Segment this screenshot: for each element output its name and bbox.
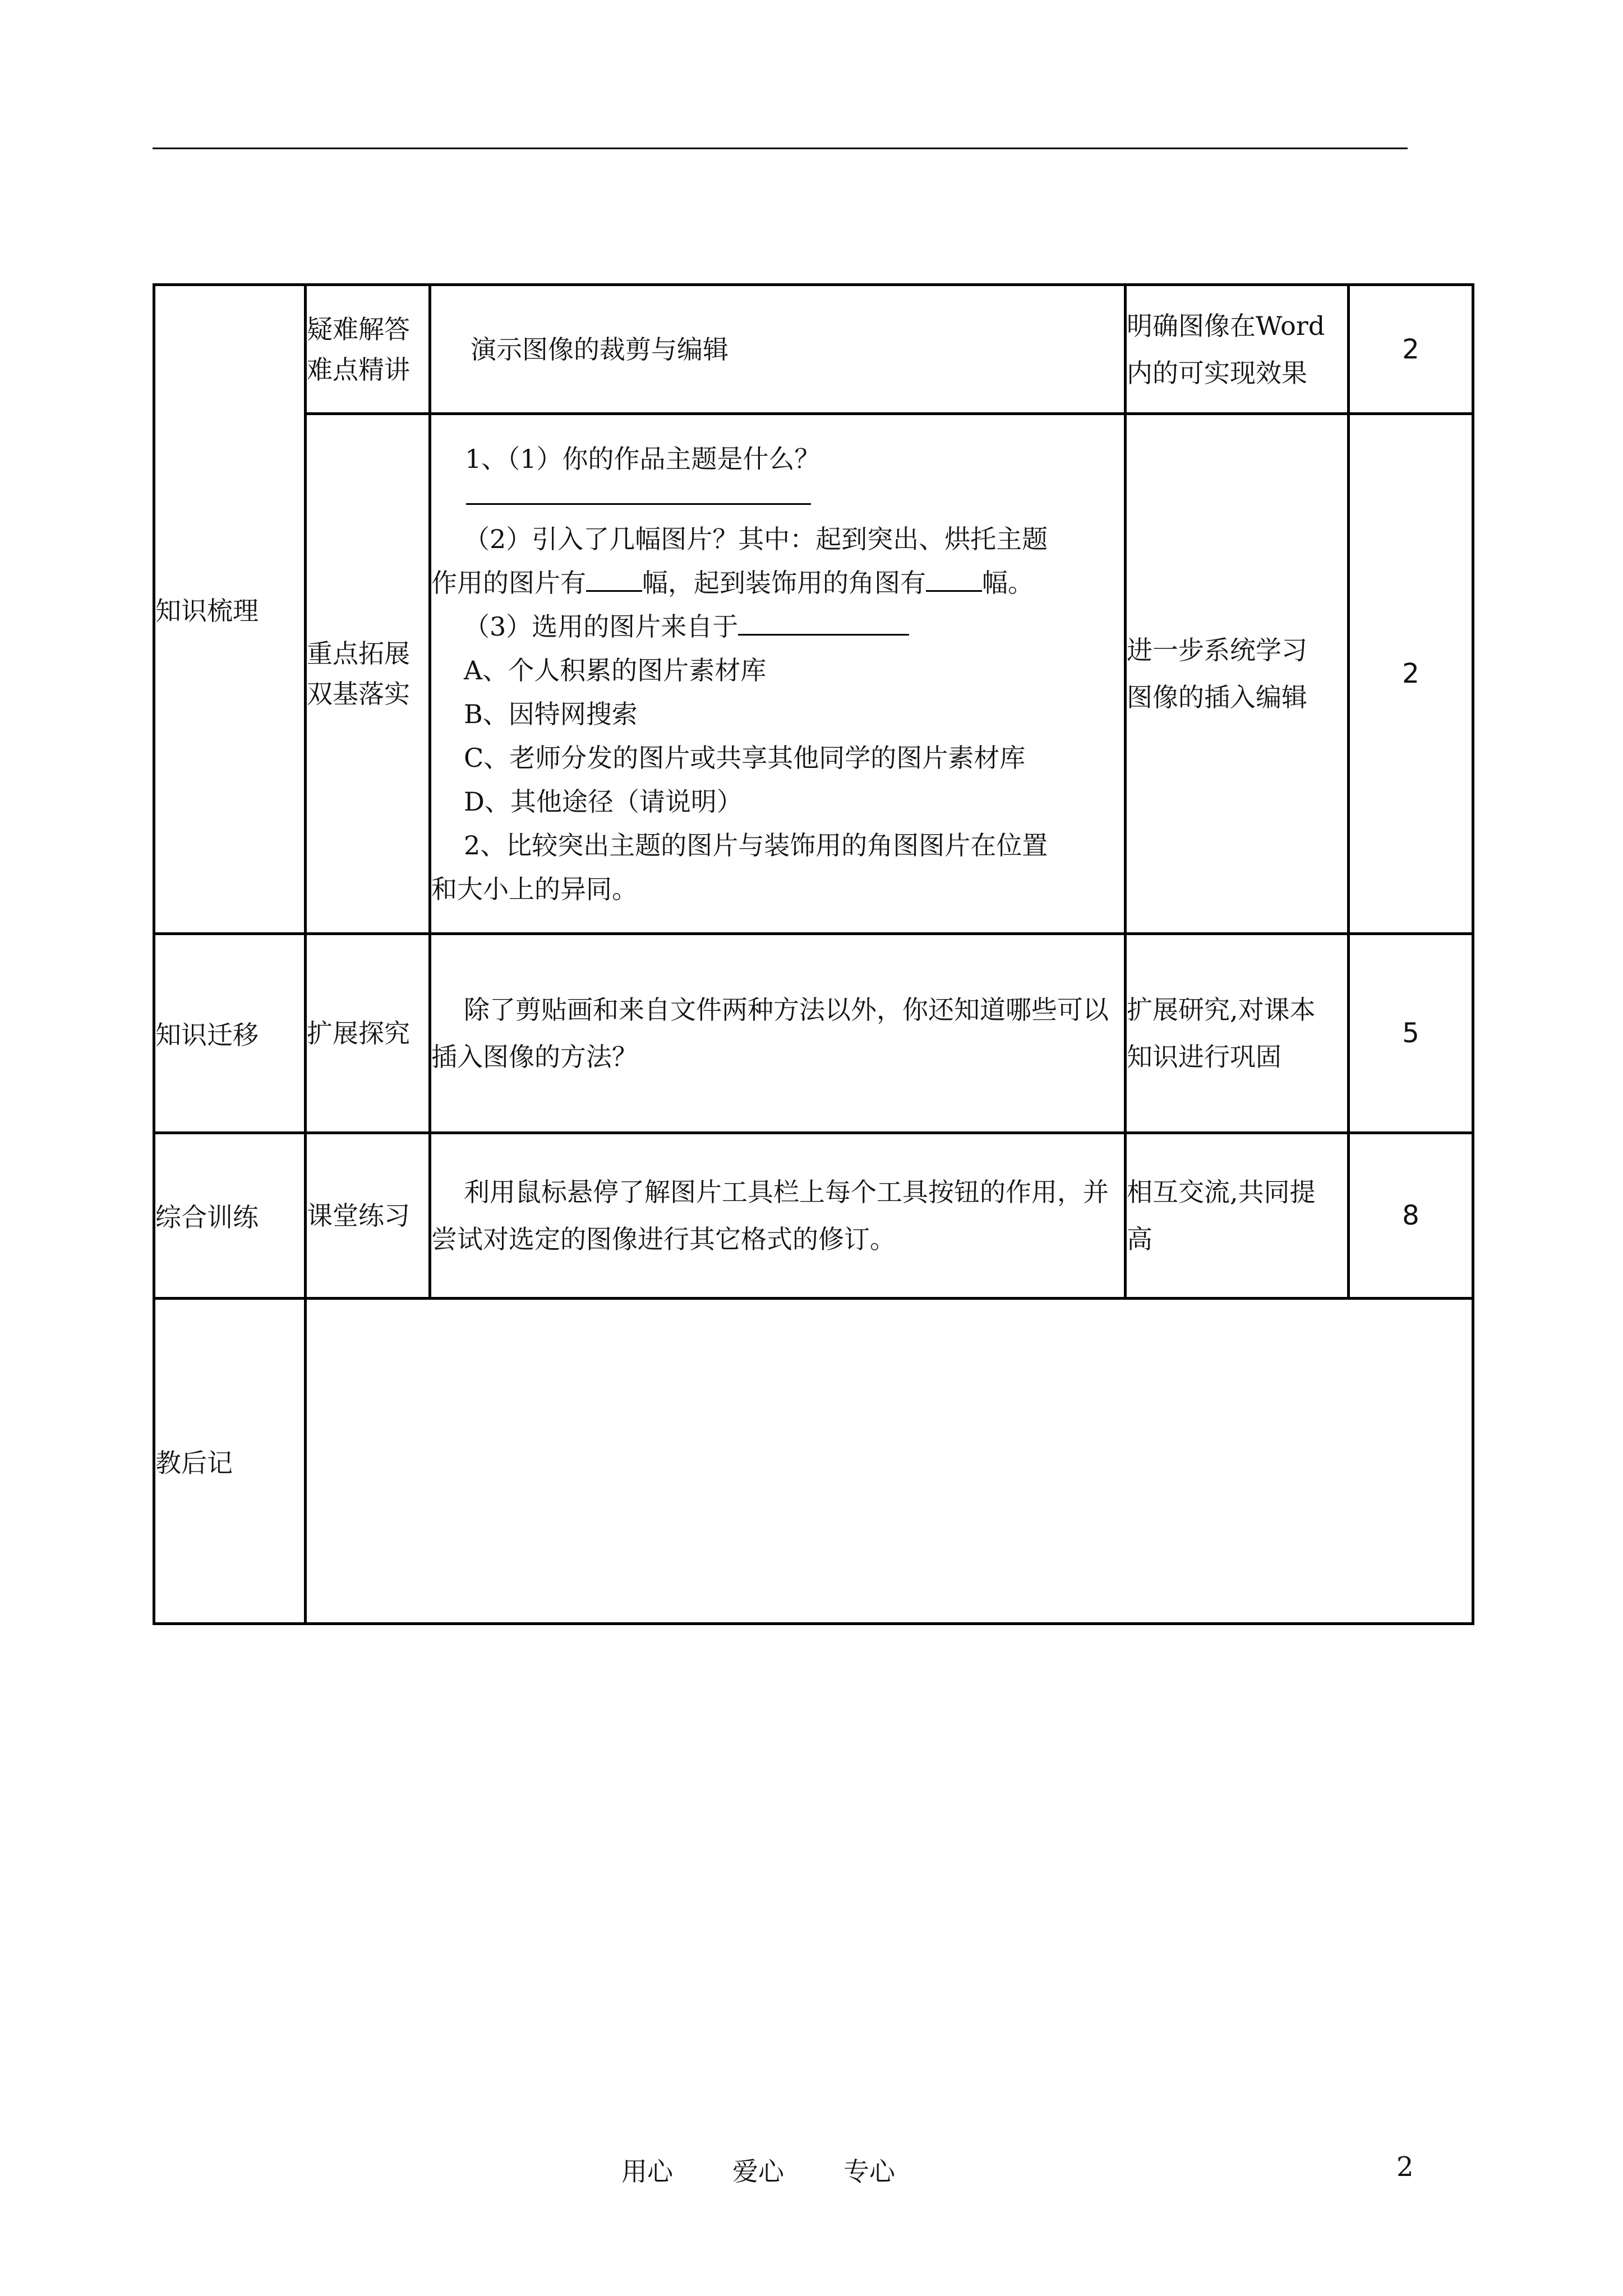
question-2: （2）引入了几幅图片？其中：起到突出、烘托主题 (464, 523, 1048, 554)
content-cell (430, 414, 1126, 934)
goal-text: 扩展研究,对课本 (1127, 995, 1316, 1025)
minutes-cell: 2 (1349, 285, 1473, 414)
answer-blank (586, 565, 642, 592)
goal-text: 相互交流,共同提 (1127, 1177, 1316, 1207)
goal-cell (1126, 934, 1349, 1133)
footer-word: 爱心 (732, 2156, 784, 2187)
answer-blank (466, 481, 811, 505)
footer-word: 专心 (843, 2156, 895, 2187)
section-knowledge-review: 知识梳理 (154, 285, 306, 934)
content-text: 利用鼠标悬停了解图片工具栏上每个工具按钮的作用，并尝试对选定的图像进行其它格式的修订。 (431, 1177, 1109, 1254)
minutes-cell: 2 (1349, 414, 1473, 934)
content-cell (430, 285, 1126, 414)
answer-blank (926, 565, 982, 592)
goal-text: 明确图像在Word (1127, 310, 1325, 341)
minutes-cell: 8 (1349, 1133, 1473, 1299)
subsection-cell (306, 285, 430, 414)
question-3-text: （3）选用的图片来自于 (464, 611, 739, 642)
minutes-cell: 5 (1349, 934, 1473, 1133)
notes-area (306, 1299, 1473, 1624)
subsection-cell (306, 934, 430, 1133)
question-3 (431, 605, 1124, 648)
goal-cell (1126, 285, 1349, 414)
content-cell (430, 934, 1126, 1133)
subsection-label: 课堂练习 (307, 1200, 410, 1231)
subsection-label: 疑难解答 (307, 314, 410, 344)
header-rule (153, 148, 1408, 149)
goal-text: 高 (1127, 1224, 1152, 1254)
content-text: 演示图像的裁剪与编辑 (471, 334, 728, 365)
question-4: 2、比较突出主题的图片与装饰用的角图图片在位置 (464, 830, 1048, 861)
footer-word: 用心 (621, 2156, 673, 2187)
lesson-plan-table (153, 283, 1474, 1625)
table-row (154, 414, 1473, 934)
goal-text: 进一步系统学习 (1127, 635, 1307, 665)
subsection-label: 扩展探究 (307, 1018, 410, 1048)
content-cell (430, 1133, 1126, 1299)
section-comprehensive-training: 综合训练 (154, 1133, 306, 1299)
subsection-cell (306, 414, 430, 934)
section-post-lesson-notes: 教后记 (154, 1299, 306, 1624)
question-2-text: 幅，起到装饰用的角图有 (642, 567, 926, 598)
section-knowledge-transfer: 知识迁移 (154, 934, 306, 1133)
table-row (154, 1299, 1473, 1624)
subsection-label: 重点拓展 (307, 638, 410, 669)
question-2-text: 作用的图片有 (431, 567, 586, 598)
goal-cell (1126, 414, 1349, 934)
option-c: C、老师分发的图片或共享其他同学的图片素材库 (464, 742, 1026, 773)
table-row (154, 285, 1473, 414)
goal-text: 内的可实现效果 (1127, 357, 1307, 388)
goal-cell (1126, 1133, 1349, 1299)
table-row (154, 1133, 1473, 1299)
question-2-cont (431, 561, 1124, 605)
content-text: 除了剪贴画和来自文件两种方法以外，你还知道哪些可以插入图像的方法？ (431, 995, 1109, 1072)
answer-blank (738, 609, 909, 636)
question-4-cont: 和大小上的异同。 (431, 873, 638, 904)
question-1: 1、（1）你的作品主题是什么？ (465, 443, 820, 474)
option-d: D、其他途径（请说明） (464, 786, 743, 817)
question-2-text: 幅。 (982, 567, 1034, 598)
option-a: A、个人积累的图片素材库 (464, 655, 767, 685)
table-row (154, 934, 1473, 1133)
option-b: B、因特网搜索 (464, 698, 638, 729)
goal-text: 知识进行巩固 (1127, 1042, 1281, 1072)
subsection-label: 双基落实 (307, 679, 410, 709)
subsection-label: 难点精讲 (307, 354, 410, 385)
goal-text: 图像的插入编辑 (1127, 682, 1307, 712)
subsection-cell (306, 1133, 430, 1299)
page-number: 2 (1396, 2151, 1414, 2183)
